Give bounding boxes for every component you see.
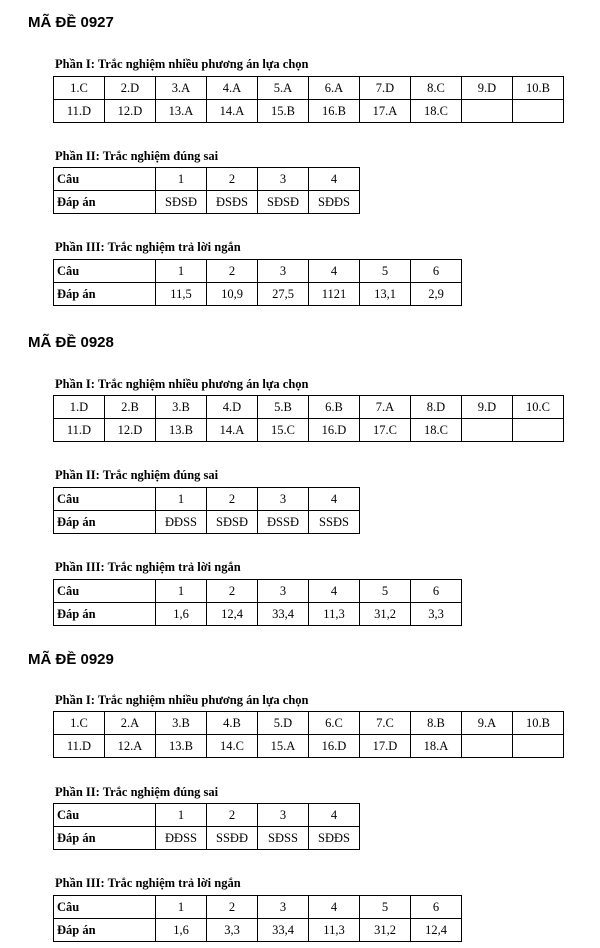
part1-answer-table <box>53 711 564 758</box>
part2-title: Phần II: Trắc nghiệm đúng sai <box>55 468 219 482</box>
answer-cell: 12.D <box>105 419 156 442</box>
answer-cell: 18.C <box>411 100 462 123</box>
answer-cell: 15.B <box>258 100 309 123</box>
answer-cell: 1,6 <box>156 603 207 626</box>
part3-answer-table <box>53 259 462 306</box>
answer-cell: 11,3 <box>309 919 360 942</box>
answer-cell: 33,4 <box>258 603 309 626</box>
answer-cell: 10.C <box>513 396 564 419</box>
question-cell: 1 <box>156 896 207 919</box>
answer-cell: 10.B <box>513 77 564 100</box>
question-cell: 4 <box>309 896 360 919</box>
question-cell: 6 <box>411 260 462 283</box>
table-row <box>54 260 462 283</box>
answer-cell: 17.A <box>360 100 411 123</box>
question-label: Câu <box>54 488 156 511</box>
answer-cell: 1.D <box>54 396 105 419</box>
answer-cell: 18.C <box>411 419 462 442</box>
part2-answer-table <box>53 803 360 850</box>
answer-cell: 4.D <box>207 396 258 419</box>
answer-cell: 11.D <box>54 100 105 123</box>
answer-cell: 31,2 <box>360 919 411 942</box>
part3-answer-table <box>53 895 462 942</box>
answer-cell: 5.A <box>258 77 309 100</box>
part3-answer-table <box>53 579 462 626</box>
question-cell: 3 <box>258 896 309 919</box>
answer-cell: SĐĐS <box>309 191 360 214</box>
answer-cell: 1.C <box>54 712 105 735</box>
part2-title: Phần II: Trắc nghiệm đúng sai <box>55 785 219 799</box>
answer-cell: 14.A <box>207 419 258 442</box>
table-row <box>54 919 462 942</box>
part1-title: Phần I: Trắc nghiệm nhiều phương án lựa chọn <box>55 57 309 71</box>
answer-cell: 13.B <box>156 735 207 758</box>
part2-title: Phần II: Trắc nghiệm đúng sai <box>55 149 219 163</box>
question-cell: 1 <box>156 260 207 283</box>
question-cell: 5 <box>360 260 411 283</box>
question-cell: 2 <box>207 896 258 919</box>
answer-cell: 8.B <box>411 712 462 735</box>
answer-cell: 2.B <box>105 396 156 419</box>
answer-cell: ĐSSĐ <box>258 511 309 534</box>
answer-cell: SSĐĐ <box>207 827 258 850</box>
answer-cell: 10,9 <box>207 283 258 306</box>
answer-cell: ĐĐSS <box>156 827 207 850</box>
answer-cell <box>513 100 564 123</box>
part2-answer-table <box>53 487 360 534</box>
part3-title: Phần III: Trắc nghiệm trả lời ngắn <box>55 240 241 254</box>
part3-title: Phần III: Trắc nghiệm trả lời ngắn <box>55 560 241 574</box>
question-cell: 5 <box>360 580 411 603</box>
answer-cell: 2.D <box>105 77 156 100</box>
table-row <box>54 77 564 100</box>
answer-cell: SĐSĐ <box>156 191 207 214</box>
answer-cell: 4.B <box>207 712 258 735</box>
table-row <box>54 191 360 214</box>
part1-answer-table <box>53 76 564 123</box>
question-cell: 3 <box>258 260 309 283</box>
answer-cell: 14.C <box>207 735 258 758</box>
table-row <box>54 804 360 827</box>
answer-cell: 11.D <box>54 735 105 758</box>
question-cell: 2 <box>207 168 258 191</box>
answer-cell: 1,6 <box>156 919 207 942</box>
question-label: Câu <box>54 260 156 283</box>
part1-answer-table <box>53 395 564 442</box>
table-row <box>54 100 564 123</box>
question-cell: 4 <box>309 580 360 603</box>
answer-cell: 16.D <box>309 735 360 758</box>
exam-code-title: MÃ ĐỀ 0927 <box>28 14 114 31</box>
question-cell: 1 <box>156 580 207 603</box>
question-cell: 6 <box>411 580 462 603</box>
answer-cell: 5.D <box>258 712 309 735</box>
question-cell: 3 <box>258 580 309 603</box>
question-cell: 2 <box>207 804 258 827</box>
answer-cell: 9.D <box>462 396 513 419</box>
answer-cell: 11,3 <box>309 603 360 626</box>
answer-cell: ĐĐSS <box>156 511 207 534</box>
answer-cell: SSĐS <box>309 511 360 534</box>
answer-label: Đáp án <box>54 603 156 626</box>
answer-cell: 13.B <box>156 419 207 442</box>
answer-cell: 3.B <box>156 712 207 735</box>
table-row <box>54 168 360 191</box>
answer-cell: 2.A <box>105 712 156 735</box>
answer-cell: 6.C <box>309 712 360 735</box>
answer-cell: 16.B <box>309 100 360 123</box>
answer-cell: 1.C <box>54 77 105 100</box>
answer-cell: 4.A <box>207 77 258 100</box>
table-row <box>54 488 360 511</box>
question-cell: 4 <box>309 260 360 283</box>
question-cell: 5 <box>360 896 411 919</box>
answer-cell: 3.A <box>156 77 207 100</box>
answer-cell: 9.D <box>462 77 513 100</box>
answer-cell <box>462 100 513 123</box>
answer-label: Đáp án <box>54 511 156 534</box>
answer-label: Đáp án <box>54 191 156 214</box>
question-label: Câu <box>54 580 156 603</box>
answer-cell: 5.B <box>258 396 309 419</box>
answer-cell: 17.D <box>360 735 411 758</box>
answer-cell: 2,9 <box>411 283 462 306</box>
question-cell: 6 <box>411 896 462 919</box>
answer-cell: 27,5 <box>258 283 309 306</box>
answer-cell <box>513 735 564 758</box>
question-cell: 4 <box>309 168 360 191</box>
question-label: Câu <box>54 896 156 919</box>
answer-cell: 18.A <box>411 735 462 758</box>
answer-label: Đáp án <box>54 919 156 942</box>
answer-cell: ĐSĐS <box>207 191 258 214</box>
answer-cell: 13.A <box>156 100 207 123</box>
answer-cell: 12,4 <box>411 919 462 942</box>
answer-cell <box>462 735 513 758</box>
table-row <box>54 580 462 603</box>
answer-cell: 17.C <box>360 419 411 442</box>
answer-cell: 7.A <box>360 396 411 419</box>
answer-cell: 7.D <box>360 77 411 100</box>
exam-code-title: MÃ ĐỀ 0929 <box>28 651 114 668</box>
table-row <box>54 396 564 419</box>
answer-cell: SĐSS <box>258 827 309 850</box>
question-cell: 3 <box>258 168 309 191</box>
answer-cell: 8.D <box>411 396 462 419</box>
table-row <box>54 735 564 758</box>
answer-cell: 15.A <box>258 735 309 758</box>
question-cell: 1 <box>156 804 207 827</box>
answer-cell: 12,4 <box>207 603 258 626</box>
answer-cell: 8.C <box>411 77 462 100</box>
question-cell: 2 <box>207 488 258 511</box>
answer-cell: 11,5 <box>156 283 207 306</box>
question-cell: 4 <box>309 488 360 511</box>
part1-title: Phần I: Trắc nghiệm nhiều phương án lựa chọn <box>55 693 309 707</box>
question-cell: 3 <box>258 804 309 827</box>
question-cell: 2 <box>207 260 258 283</box>
answer-cell: 3.B <box>156 396 207 419</box>
exam-code-title: MÃ ĐỀ 0928 <box>28 334 114 351</box>
answer-cell: SĐSĐ <box>258 191 309 214</box>
answer-cell: 31,2 <box>360 603 411 626</box>
answer-cell: 6.B <box>309 396 360 419</box>
part1-title: Phần I: Trắc nghiệm nhiều phương án lựa chọn <box>55 377 309 391</box>
answer-cell: 15.C <box>258 419 309 442</box>
answer-cell: 9.A <box>462 712 513 735</box>
question-cell: 1 <box>156 488 207 511</box>
question-cell: 3 <box>258 488 309 511</box>
answer-cell: 14.A <box>207 100 258 123</box>
table-row <box>54 603 462 626</box>
question-cell: 4 <box>309 804 360 827</box>
answer-cell: 13,1 <box>360 283 411 306</box>
question-cell: 1 <box>156 168 207 191</box>
table-row <box>54 419 564 442</box>
answer-cell: 3,3 <box>207 919 258 942</box>
answer-cell: 6.A <box>309 77 360 100</box>
answer-cell: 7.C <box>360 712 411 735</box>
table-row <box>54 712 564 735</box>
answer-cell <box>513 419 564 442</box>
answer-cell: 11.D <box>54 419 105 442</box>
question-cell: 2 <box>207 580 258 603</box>
answer-cell: 12.D <box>105 100 156 123</box>
question-label: Câu <box>54 168 156 191</box>
answer-cell: SĐĐS <box>309 827 360 850</box>
table-row <box>54 827 360 850</box>
answer-label: Đáp án <box>54 827 156 850</box>
answer-cell <box>462 419 513 442</box>
answer-cell: 1121 <box>309 283 360 306</box>
answer-cell: SĐSĐ <box>207 511 258 534</box>
answer-label: Đáp án <box>54 283 156 306</box>
part2-answer-table <box>53 167 360 214</box>
table-row <box>54 283 462 306</box>
question-label: Câu <box>54 804 156 827</box>
table-row <box>54 511 360 534</box>
answer-cell: 12.A <box>105 735 156 758</box>
answer-cell: 33,4 <box>258 919 309 942</box>
part3-title: Phần III: Trắc nghiệm trả lời ngắn <box>55 876 241 890</box>
answer-cell: 10.B <box>513 712 564 735</box>
answer-cell: 3,3 <box>411 603 462 626</box>
table-row <box>54 896 462 919</box>
answer-cell: 16.D <box>309 419 360 442</box>
